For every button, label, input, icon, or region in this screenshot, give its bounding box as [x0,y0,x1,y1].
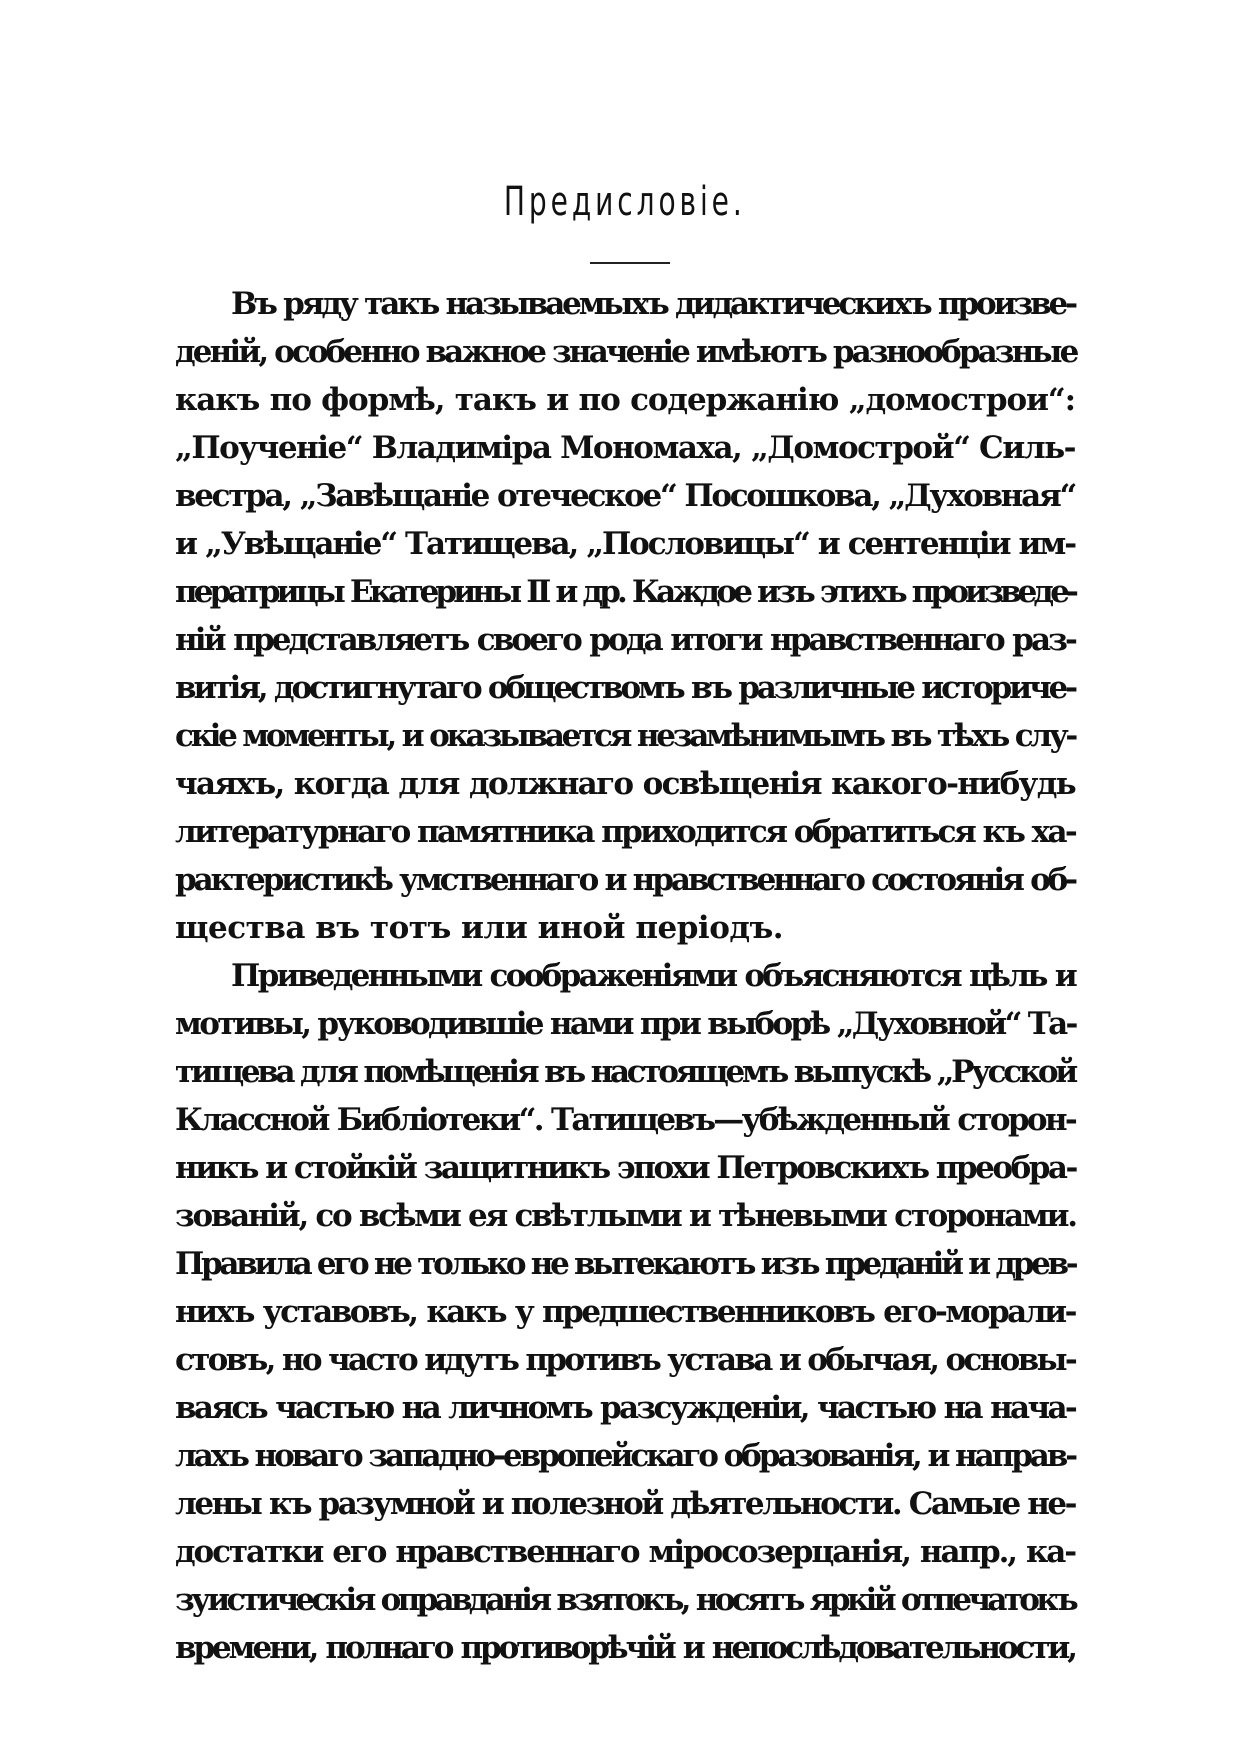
text-line: времени, полнаго противорѣчій и непослѣдовательности, [175,1630,1075,1666]
text-line: лахъ новаго западно-европейскаго образованія, и направ- [175,1438,1075,1474]
text-line: „Поученіе“ Владиміра Мономаха, „Домострой“ Силь- [175,430,1075,466]
page-title: Предисловіе. [503,179,746,225]
text-line: витія, достигнутаго обществомъ въ различные историче- [175,670,1075,706]
text-line: стовъ, но часто идутъ противъ устава и обычая, основы- [175,1342,1075,1378]
body-text [175,280,1075,1672]
paragraph-1 [175,280,1075,952]
text-line: достатки его нравственнаго міросозерцанія, напр., ка- [175,1534,1075,1570]
text-line: ператрицы Екатерины II и др. Каждое изъ этихъ произведе- [175,574,1075,610]
title-divider [590,262,670,264]
text-line: ваясь частью на личномъ разсужденіи, частью на нача- [175,1390,1075,1426]
text-line: какъ по формѣ, такъ и по содержанію „домострои“: [175,382,1075,418]
text-line: Приведенными соображеніями объясняются цѣль и [231,958,1075,994]
paragraph-2 [175,952,1075,1672]
text-line: зуистическія оправданія взятокъ, носятъ яркій отпечатокъ [175,1582,1075,1618]
text-line: чаяхъ, когда для должнаго освѣщенія какого-нибудь [175,766,1075,802]
text-line: литературнаго памятника приходится обратиться къ ха- [175,814,1075,850]
text-line: вестра, „Завѣщаніе отеческое“ Посошкова, „Духовная“ [175,478,1075,514]
text-line: деній, особенно важное значеніе имѣютъ разнообразные [175,334,1077,370]
text-line: мотивы, руководившіе нами при выборѣ „Духовной“ Та- [175,1006,1076,1042]
text-line: никъ и стойкій защитникъ эпохи Петровскихъ преобра- [175,1150,1076,1186]
text-line: Въ ряду такъ называемыхъ дидактическихъ произве- [231,286,1075,322]
text-line: тищева для помѣщенія въ настоящемъ выпускѣ „Русской [175,1054,1075,1090]
text-line: нихъ уставовъ, какъ у предшественниковъ его-морали- [175,1294,1075,1330]
text-line: лены къ разумной и полезной дѣятельности. Самые не- [175,1486,1075,1522]
text-line: ній представляетъ своего рода итоги нравственнаго раз- [175,622,1075,658]
text-line: и „Увѣщаніе“ Татищева, „Пословицы“ и сентенціи им- [175,526,1075,562]
text-line: Правила его не только не вытекаютъ изъ преданій и древ- [175,1246,1076,1282]
text-line: Классной Библіотеки“. Татищевъ—убѣжденный сторон- [175,1102,1075,1138]
text-line: рактеристикѣ умственнаго и нравственнаго состоянія об- [175,862,1075,898]
text-line: зованій, со всѣми ея свѣтлыми и тѣневыми сторонами. [175,1198,1076,1234]
text-line: скіе моменты, и оказывается незамѣнимымъ въ тѣхъ слу- [175,718,1075,754]
text-line: щества въ тотъ или иной періодъ. [175,910,784,946]
